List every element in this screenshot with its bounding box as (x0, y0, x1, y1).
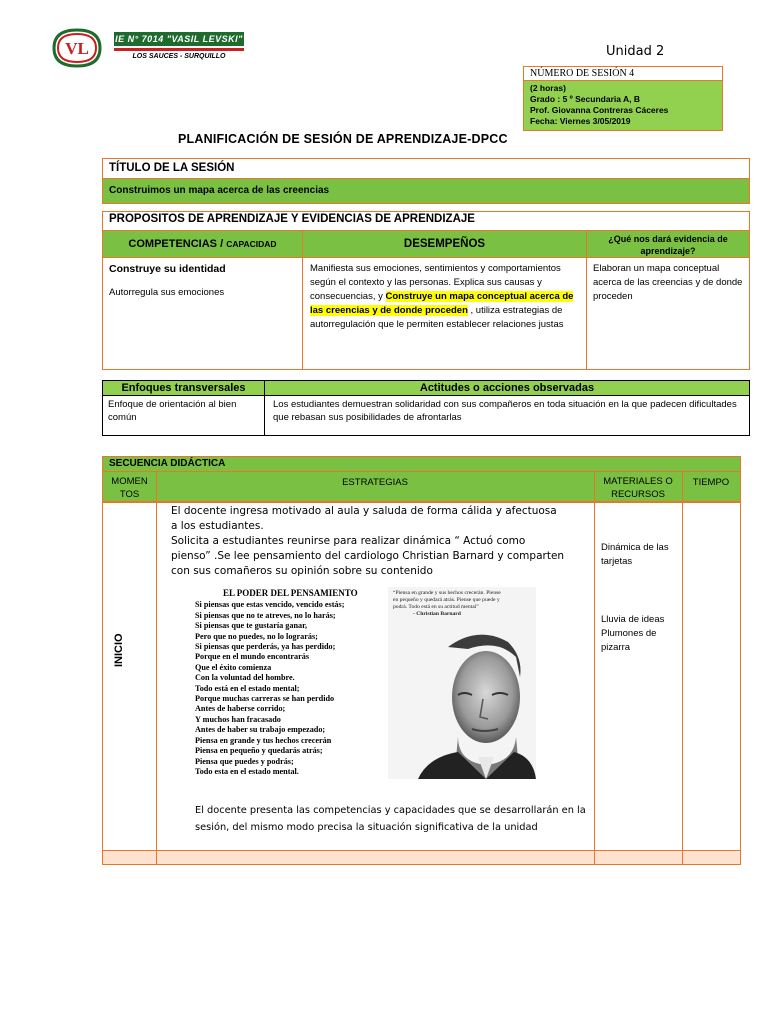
approaches-header: Enfoques transversales (103, 381, 265, 396)
attitude-value: Los estudiantes demuestran solidaridad con sus compañeros en toda situación en la que padecen dificultades que rebasan sus posibilidades de afrontarlas (273, 399, 737, 423)
header-divider (114, 48, 244, 51)
unidad-label: Unidad 2 (606, 44, 665, 59)
attitudes-header: Actitudes o acciones observadas (265, 381, 749, 396)
school-crest-icon (50, 26, 104, 70)
column-divider (682, 472, 683, 865)
poem-text: EL PODER DEL PENSAMIENTO Si piensas que estas vencido, vencido estás; Si piensas que no te atreves, no lo harás; Si piensas que te gustaría ganar, Pero que no puedes, no lo lograrás; Si piensas que perderás, ya has perdido; Porque en el mundo encontrarás Que el éxito comienza Con la voluntad del hombre. Todo está en el estado mental; Porque muchas carreras se han perdido Antes de haberse corrido; Y muchos han fracasado Antes de haber su trabajo empezado; Piensa en grande y tus hechos crecerán Piensa en pequeño y quedarás atrás; Piensa que puedes y podrás; Todo esta en el estado mental. (195, 588, 385, 777)
strategy-1: El docente ingresa motivado al aula y saluda de forma cálida y afectuosa a los estudiantes. (171, 505, 557, 532)
session-details (524, 81, 722, 130)
column-divider (156, 472, 157, 865)
approaches-table (102, 380, 750, 436)
session-info-box (523, 66, 723, 131)
competencies-column (103, 230, 303, 369)
evidence-text: Elaboran un mapa conceptual acerca de las creencias y de donde proceden (593, 263, 743, 302)
performances-column (303, 230, 587, 369)
session-grade: Grado : 5 º Secundaria A, B (530, 94, 641, 104)
sequence-label: SECUENCIA DIDÁCTICA (103, 457, 740, 472)
session-title-label: TÍTULO DE LA SESIÓN (103, 159, 749, 179)
competencies-header: COMPETENCIAS / CAPACIDAD (103, 230, 302, 258)
svg-text:VL: VL (65, 39, 89, 58)
poem-title: EL PODER DEL PENSAMIENTO (223, 588, 358, 598)
evidence-header: ¿Qué nos dará evidencia de aprendizaje? (587, 230, 749, 258)
session-number: NÚMERO DE SESIÓN 4 (524, 67, 722, 81)
purposes-table (102, 211, 750, 370)
empty-row (103, 850, 740, 864)
capacity: Autorregula sus emociones (109, 287, 225, 298)
strategy-text (171, 504, 566, 579)
competency: Construye su identidad (109, 263, 226, 275)
strategies-header: ESTRATEGIAS (156, 472, 594, 502)
performance-text: Manifiesta sus emociones, sentimientos y comportamientos según el contexto y las personas. Explica sus causas y consecuencias, y Construye un mapa conceptual acerca de las creencias y de donde proceden , utiliza estrategias de autorregulación que le permiten establecer relaciones justas (310, 263, 574, 330)
school-location: LOS SAUCES - SURQUILLO (132, 53, 226, 60)
purposes-label: PROPOSITOS DE APRENDIZAJE Y EVIDENCIAS DE APRENDIZAJE (109, 213, 475, 225)
school-name: IE N° 7014 "VASIL LEVSKI" (115, 34, 243, 44)
material-2: Lluvia de ideas Plumones de pizarra (601, 614, 665, 653)
row-divider (103, 502, 740, 503)
barnard-quote: “Piensa en grande y sus hechos crecerán. Piense en pequeño y quedará atrás. Piense que puede y podrá. Todo está en su actitud mental” - Christian Barnard (393, 590, 501, 617)
strategy-3: El docente presenta las competencias y capacidades que se desarrollarán en la sesión, del mismo modo precisa la situación significativa de la unidad (195, 805, 586, 833)
session-hours: (2 horas) (530, 83, 566, 93)
row-divider (103, 850, 740, 851)
performances-header: DESEMPEÑOS (303, 230, 586, 258)
didactic-sequence-table (102, 456, 741, 865)
session-date: Fecha: Viernes 3/05/2019 (530, 116, 631, 126)
page-title: PLANIFICACIÓN DE SESIÓN DE APRENDIZAJE-DPCC (178, 132, 508, 146)
session-teacher: Prof. Giovanna Contreras Cáceres (530, 105, 669, 115)
time-header: TIEMPO (682, 472, 740, 502)
moments-header: MOMEN TOS (103, 472, 156, 502)
moment-inicio: INICIO (113, 633, 125, 667)
evidence-column (587, 230, 749, 369)
session-title-value: Construimos un mapa acerca de las creencias (103, 179, 749, 203)
material-1: Dinámica de las tarjetas (601, 542, 669, 567)
highlighted-performance: Construye un mapa conceptual acerca de las creencias y de donde proceden (310, 291, 574, 316)
strategy-2: Solicita a estudiantes reunirse para realizar dinámica “ Actuó como pienso” .Se lee pensamiento del cardiologo Christian Barnard y comparten con sus comañeros su opinión sobre su contenido (171, 535, 565, 577)
school-logo (50, 26, 245, 70)
session-title-table (102, 158, 750, 204)
materials-header: MATERIALES O RECURSOS (594, 472, 682, 502)
approach-value: Enfoque de orientación al bien común (103, 396, 265, 436)
